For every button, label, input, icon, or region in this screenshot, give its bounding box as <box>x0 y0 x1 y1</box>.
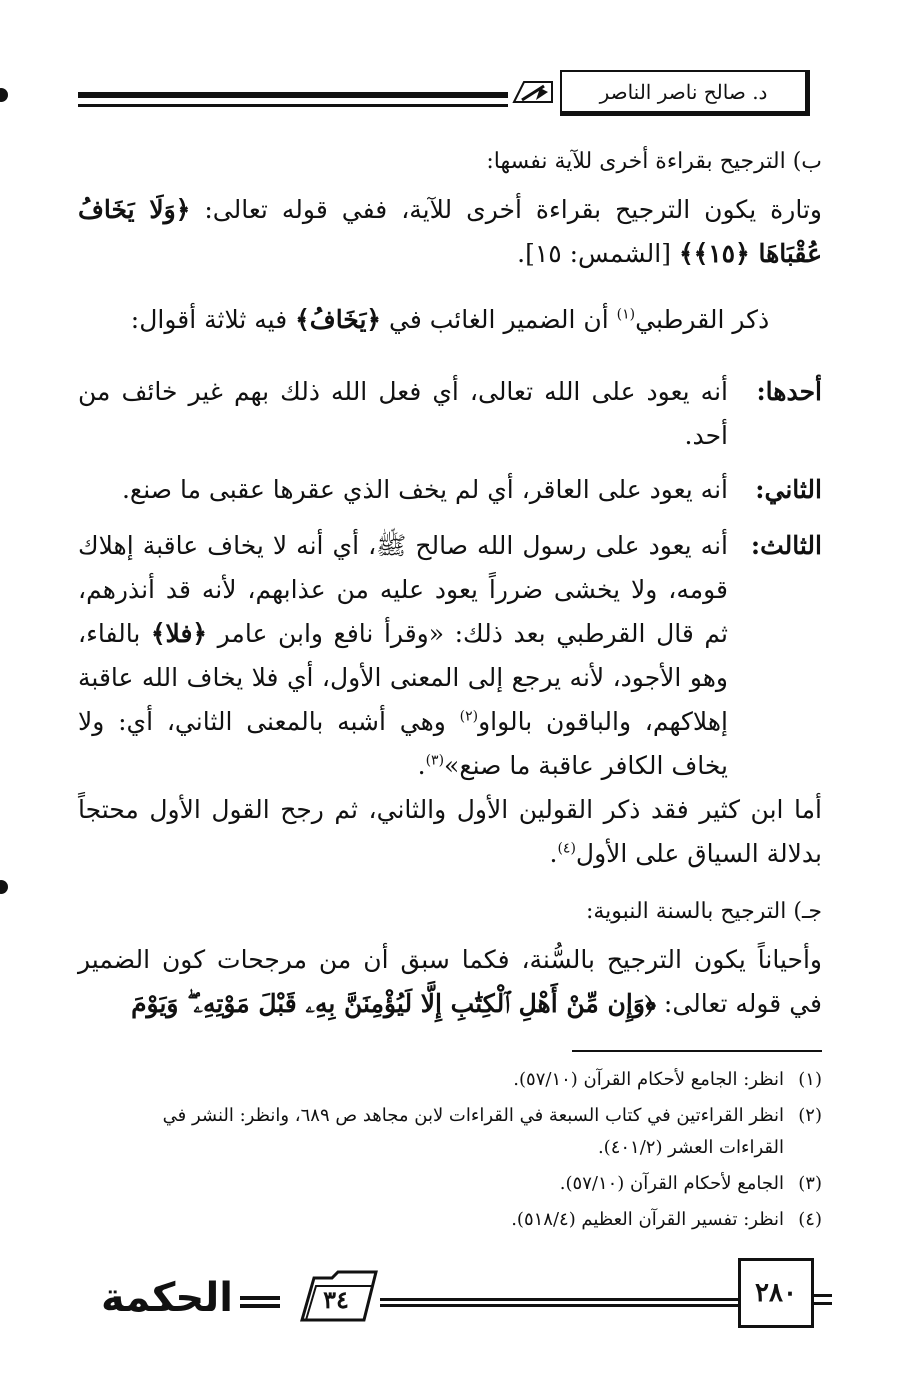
qurtubi-text-mid: أن الضمير الغائب في <box>381 305 617 334</box>
qurtubi-text-post: فيه ثلاثة أقوال: <box>130 305 296 334</box>
section-b-heading: ب) الترجيح بقراءة أخرى للآية نفسها: <box>486 149 822 174</box>
intro-text: وتارة يكون الترجيح بقراءة أخرى للآية، ففي قوله تعالى: <box>190 195 822 224</box>
binding-mark <box>0 88 8 102</box>
qurtubi-paragraph <box>78 298 822 342</box>
pen-ornament-icon <box>510 76 556 108</box>
section-c-paragraph <box>78 938 822 1026</box>
footnote-separator <box>572 1050 822 1052</box>
journal-logo: الحكمة <box>101 1275 233 1321</box>
footnote-1 <box>78 1064 822 1096</box>
ibn-kathir-end: . <box>549 839 558 868</box>
footnote-text: انظر: تفسير القرآن العظيم (٥١٨/٤). <box>511 1209 784 1230</box>
header-rule-thin <box>78 104 508 107</box>
quran-verse: ﴿وَلَا يَخَافُ عُقْبَاهَا ﴿١٥﴾﴾ <box>78 195 822 268</box>
opinion-3-text-a: أنه يعود على رسول الله صالح ﷺ، أي أنه لا يخاف عاقبة إهلاك قومه، ولا يخشى ضرراً يعود عليه من عذابهم، لأنه قد أنذرهم، ثم قال القرطبي بعد ذلك: «وقرأ نافع وابن عامر <box>78 531 728 648</box>
issue-number: ٣٤ <box>323 1284 349 1314</box>
footnote-ref-1: (١) <box>616 306 636 323</box>
ibn-kathir-text: أما ابن كثير فقد ذكر القولين الأول والثاني، ثم رجح القول الأول محتجاً بدلالة السياق على الأول <box>78 795 822 868</box>
page-number: ٢٨٠ <box>738 1258 814 1328</box>
quran-word: ﴿فلا﴾ <box>150 619 208 648</box>
quran-verse: ﴿وَإِن مِّنْ أَهْلِ ٱلْكِتَٰبِ إِلَّا لَيُؤْمِنَنَّ بِهِۦ قَبْلَ مَوْتِهِۦ ۖ وَيَوْمَ <box>131 989 656 1018</box>
footnote-ref-2: (٢) <box>459 708 479 725</box>
opinion-3-end: . <box>417 751 426 780</box>
opinion-3-text-c: وهي أشبه بالمعنى الثاني، أي: ولا يخاف الكافر عاقبة ما صنع» <box>78 707 728 780</box>
section-c-text: وأحياناً يكون الترجيح بالسُّنة، فكما سبق أن من مرجحات كون الضمير في قوله تعالى: <box>78 945 822 1018</box>
page-box-rule <box>812 1292 832 1312</box>
footnote-4 <box>78 1204 822 1236</box>
section-b-intro <box>78 188 822 276</box>
footnote-number: (٣) <box>798 1173 822 1194</box>
qurtubi-text: ذكر القرطبي <box>635 305 770 334</box>
section-c-heading: جـ) الترجيح بالسنة النبوية: <box>585 899 822 924</box>
opinion-1-text: أنه يعود على الله تعالى، أي فعل الله ذلك بهم غير خائف من أحد. <box>78 377 728 450</box>
footnote-3 <box>78 1168 822 1200</box>
footnote-2 <box>78 1100 822 1132</box>
binding-mark <box>0 880 8 894</box>
footnote-number: (١) <box>798 1069 822 1090</box>
footnote-2-continuation: القراءات العشر (٤٠١/٢). <box>597 1137 784 1158</box>
ibn-kathir-paragraph <box>78 788 822 876</box>
footnote-text: انظر القراءتين في كتاب السبعة في القراءات لابن مجاهد ص ٦٨٩، وانظر: النشر في <box>162 1105 784 1126</box>
opinion-3-text-b: بالفاء، وهو الأجود، لأنه يرجع إلى المعنى الأول، أي فلا يخاف الله عاقبة إهلاكهم، والباقون بالواو <box>78 619 728 736</box>
footnote-ref-4: (٤) <box>557 840 576 857</box>
opinion-2-text: أنه يعود على العاقر، أي لم يخف الذي عقرها عقبى ما صنع. <box>121 475 728 504</box>
opinion-3-text <box>78 524 728 788</box>
footnote-number: (٢) <box>798 1105 822 1126</box>
verse-reference: [الشمس: ١٥]. <box>517 239 679 268</box>
opinion-3-label: الثالث: <box>750 531 822 560</box>
footnote-text: انظر: الجامع لأحكام القرآن (٥٧/١٠). <box>513 1069 784 1090</box>
running-header-author: د. صالح ناصر الناصر <box>560 70 810 116</box>
header-rule-thick <box>78 92 508 98</box>
quran-word: ﴿يَخَافُ﴾ <box>295 305 382 334</box>
footnote-number: (٤) <box>798 1209 822 1230</box>
footnote-text: الجامع لأحكام القرآن (٥٧/١٠). <box>559 1173 784 1194</box>
footnote-ref-3: (٣) <box>425 752 445 769</box>
opinion-1-label: أحدها: <box>756 377 822 406</box>
opinion-2-label: الثاني: <box>755 475 822 504</box>
